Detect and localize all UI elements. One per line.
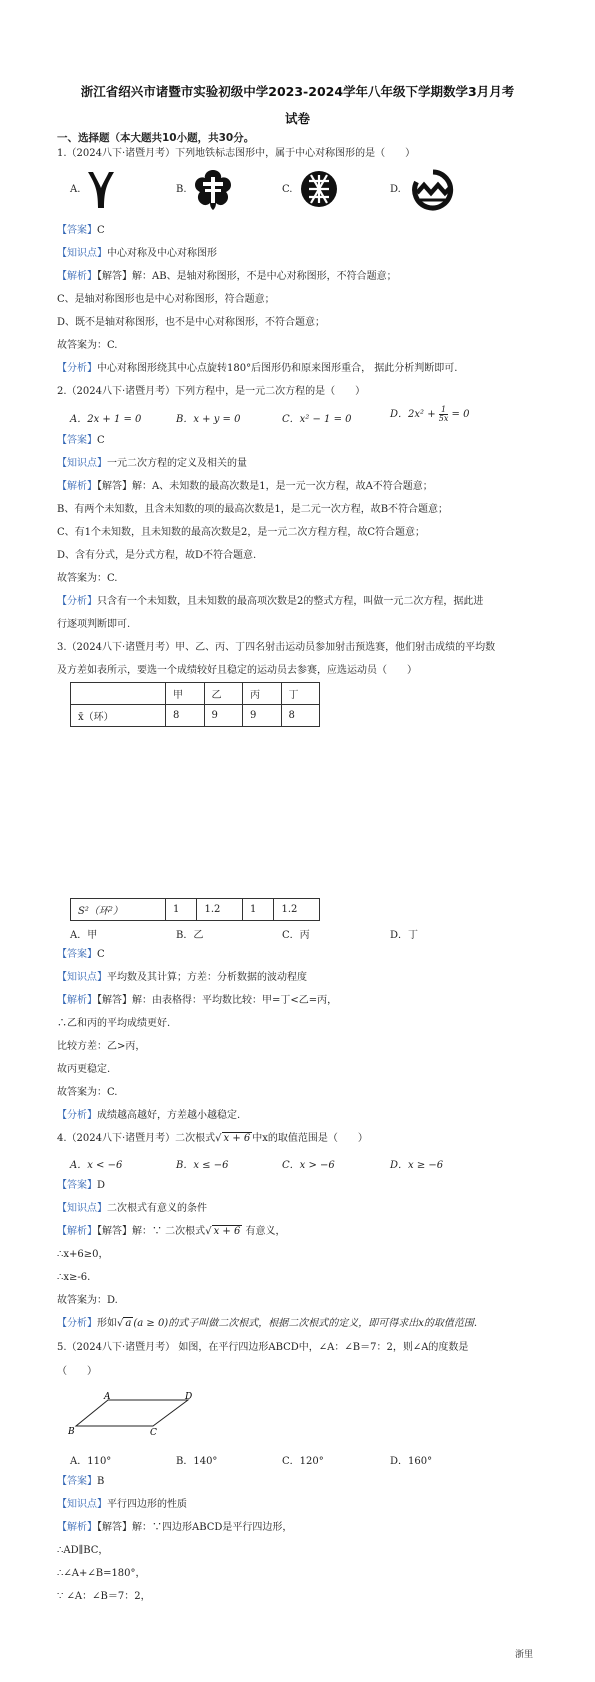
q3-analysis-4: 故丙更稳定. (57, 1064, 111, 1075)
q1-opt-a-label: A. (70, 184, 81, 195)
metro-logo-y-icon (85, 170, 117, 210)
exam-title-line2: 试卷 (284, 111, 310, 126)
q2-stem: 2.（2024八下·诸暨月考）下列方程中，是一元二次方程的是（ ） (57, 386, 366, 397)
q3-table-mean (70, 682, 320, 727)
q1-stem: 1.（2024八下·诸暨月考）下列地铁标志图形中，属于中心对称图形的是（ ） (57, 148, 416, 159)
q4-analysis-4: 故答案为：D. (57, 1295, 118, 1306)
q4-options: A．x < −6 B．x ≤ −6 C．x > −6 D．x ≥ −6 (70, 1160, 444, 1171)
vertex-label-c: C (150, 1428, 157, 1436)
q2-opt-a: A．2x + 1 = 0 (70, 414, 142, 425)
q3-knowledge-point: 【知识点】平均数及其计算；方差：分析数据的波动程度 (57, 972, 307, 983)
q1-analysis-1: 【解析】【解答】解：AB、是轴对称图形，不是中心对称图形，不符合题意； (57, 271, 397, 282)
q3-analysis-3: 比较方差：乙>丙， (57, 1041, 146, 1052)
table-row: S²（环²） 1 1.2 1 1.2 (71, 899, 320, 921)
vertex-label-b: B (68, 1427, 75, 1436)
q3-options: A．甲 B．乙 C．丙 D．丁 (70, 930, 419, 941)
section-heading: 一、选择题（本大题共10小题，共30分。 (57, 132, 255, 144)
q1-opt-d-label: D. (390, 184, 401, 195)
q2-fenxi-1: 【分析】只含有一个未知数，且未知数的最高项次数是2的整式方程，叫做一元二次方程，据此进 (57, 596, 484, 607)
q4-stem: 4.（2024八下·诸暨月考）二次根式√ x + 6 中x的取值范围是（ ） (57, 1133, 368, 1144)
q4-fenxi: 【分析】形如√ a (a ≥ 0)的式子叫做二次根式，根据二次根式的定义，即可得求出x的取值范围. (57, 1318, 478, 1329)
q5-answer: 【答案】B (57, 1476, 105, 1487)
q2-knowledge-point: 【知识点】一元二次方程的定义及相关的量 (57, 458, 247, 469)
q2-opt-c: C．x² − 1 = 0 (282, 414, 352, 425)
q2-options (70, 405, 540, 428)
q5-stem-2: （ ） (57, 1366, 97, 1377)
q1-answer: 【答案】C (57, 225, 105, 236)
metro-logo-flower-icon (191, 167, 235, 213)
q3-analysis-5: 故答案为：C. (57, 1087, 118, 1098)
q5-options: A．110° B．140° C．120° D．160° (70, 1456, 433, 1467)
q4-answer: 【答案】D (57, 1180, 106, 1191)
q5-stem-1: 5.（2024八下·诸暨月考） 如图，在平行四边形ABCD中，∠A：∠B＝7：2，则∠A的度数是 (57, 1342, 469, 1353)
exam-title-line1: 浙江省绍兴市诸暨市实验初级中学2023-2024学年八年级下学期数学3月月考 (80, 84, 515, 99)
answer-tag: 【答案】 (57, 225, 97, 236)
q2-fenxi-2: 行逐项判断即可. (57, 619, 131, 630)
q2-answer: 【答案】C (57, 435, 105, 446)
q1-analysis-2: C、是轴对称图形也是中心对称图形，符合题意； (57, 294, 275, 305)
table-row: x̄（环） 8 9 9 8 (71, 705, 320, 727)
parallelogram-figure (68, 1390, 198, 1436)
q5-analysis-4: ∵ ∠A：∠B＝7：2， (57, 1591, 151, 1602)
fraction: $\frac{1}{5x}$ (438, 405, 449, 423)
q3-stem-2: 及方差如表所示，要选一个成绩较好且稳定的运动员去参赛，应选运动员（ ） (57, 665, 417, 676)
q2-analysis-2: B、有两个未知数，且含未知数的项的最高次数是1，是二元一次方程，故B不符合题意； (57, 504, 449, 515)
metro-logo-wave-icon (412, 169, 454, 211)
q3-analysis-2: ∴乙和丙的平均成绩更好. (57, 1018, 171, 1029)
q3-fenxi: 【分析】成绩越高越好，方差越小越稳定. (57, 1110, 241, 1121)
metro-logo-circle-icon (299, 169, 339, 209)
q3-answer: 【答案】C (57, 949, 105, 960)
q1-opt-b-label: B. (176, 184, 187, 195)
q4-analysis-2: ∴x+6≥0， (57, 1249, 109, 1260)
vertex-label-a: A (104, 1392, 111, 1402)
q2-analysis-4: D、含有分式，是分式方程，故D不符合题意. (57, 550, 257, 561)
q2-opt-d: D．2x² + $\frac{1}{5x}$ = 0 (390, 405, 470, 423)
q2-analysis-3: C、有1个未知数，且未知数的最高次数是2，是一元二次方程方程，故C符合题意； (57, 527, 426, 538)
q5-knowledge-point: 【知识点】平行四边形的性质 (57, 1499, 187, 1510)
q3-table-variance (70, 898, 320, 921)
q2-opt-b: B．x + y = 0 (176, 414, 241, 425)
q2-analysis-1: 【解析】【解答】解：A、未知数的最高次数是1，是一元一次方程，故A不符合题意； (57, 481, 433, 492)
q3-stem-1: 3.（2024八下·诸暨月考）甲、乙、丙、丁四名射击运动员参加射击预选赛，他们射击成绩的平均数 (57, 642, 496, 653)
q1-analysis-4: 故答案为：C. (57, 340, 118, 351)
q4-analysis-1: 【解析】【解答】解：∵ 二次根式√ x + 6 有意义， (57, 1226, 286, 1237)
q2-analysis-5: 故答案为：C. (57, 573, 118, 584)
q1-analysis-3: D、既不是轴对称图形，也不是中心对称图形，不符合题意； (57, 317, 326, 328)
q4-analysis-3: ∴x≥-6. (57, 1272, 91, 1283)
vertex-label-d: D (185, 1392, 193, 1402)
q5-analysis-1: 【解析】【解答】解：∵四边形ABCD是平行四边形， (57, 1522, 293, 1533)
q1-knowledge-point: 【知识点】中心对称及中心对称图形 (57, 248, 217, 259)
page-footer: 浙里 (514, 1650, 533, 1660)
q5-analysis-3: ∴∠A+∠B=180°， (57, 1568, 146, 1579)
q1-fenxi: 【分析】中心对称图形绕其中心点旋转180°后图形仍和原来图形重合， 据此分析判断即可. (57, 363, 458, 374)
table-row: 甲 乙 丙 丁 (71, 683, 320, 705)
q4-knowledge-point: 【知识点】二次根式有意义的条件 (57, 1203, 207, 1214)
q1-opt-c-label: C. (282, 184, 293, 195)
q5-analysis-2: ∴AD∥BC， (57, 1545, 109, 1556)
q3-analysis-1: 【解析】【解答】解：由表格得：平均数比较：甲=丁<乙=丙， (57, 995, 338, 1006)
